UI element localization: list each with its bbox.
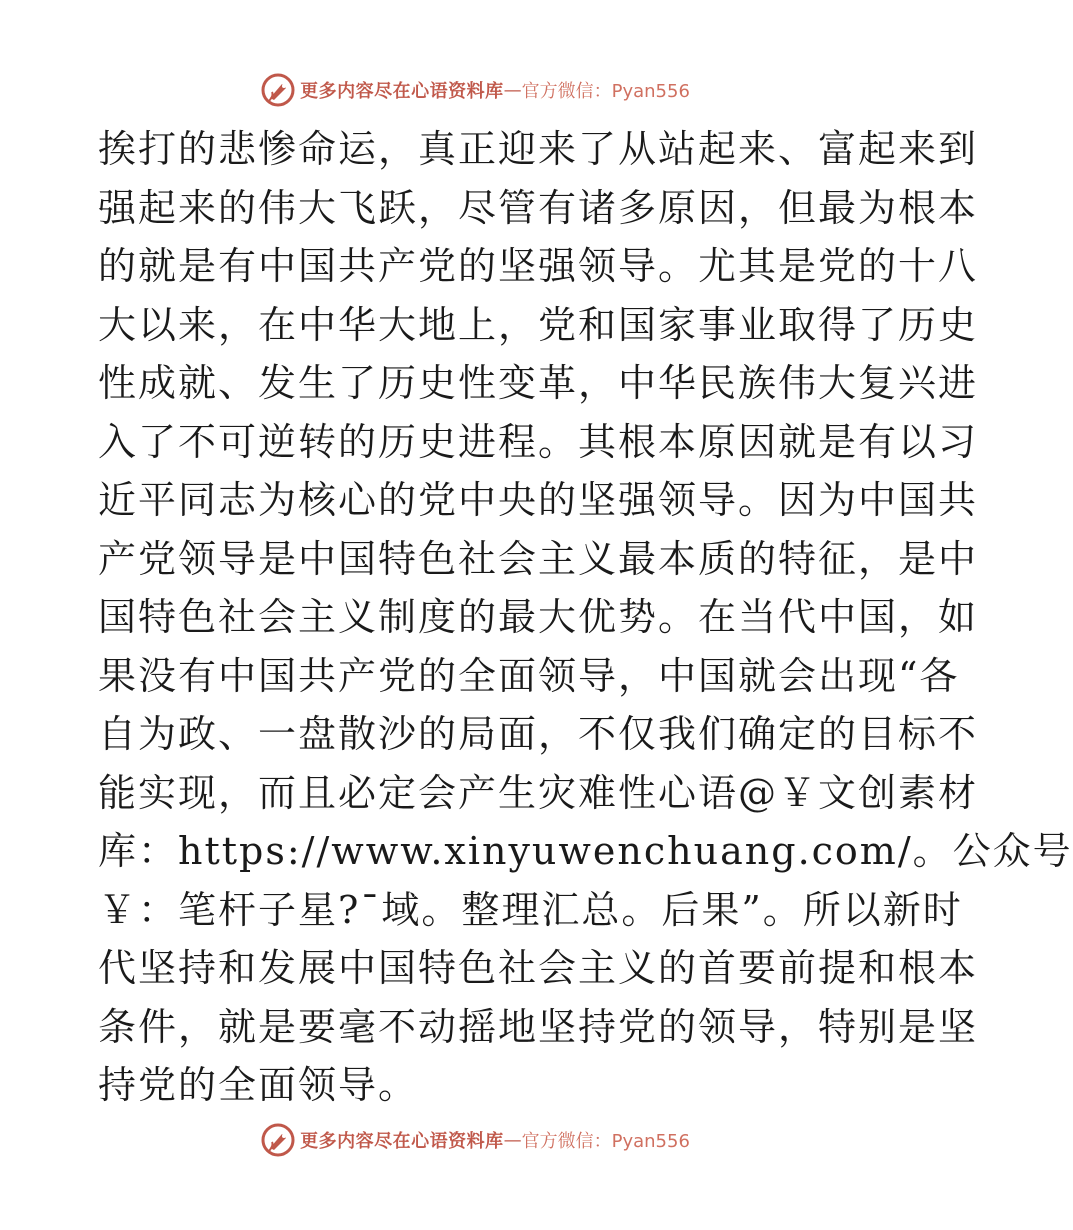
body-line: 能实现，而且必定会产生灾难性心语@￥文创素材: [98, 770, 979, 815]
header-brand-text: 更多内容尽在心语资料库: [300, 81, 504, 102]
body-line: 强起来的伟大飞跃，尽管有诸多原因，但最为根本: [98, 185, 979, 230]
footer-banner: [0, 1120, 950, 1160]
pen-nib-logo-icon: [260, 1122, 296, 1158]
body-line: ￥：笔杆子星?¯域。整理汇总。后果”。所以新时: [98, 887, 963, 932]
body-line: 代坚持和发展中国特色社会主义的首要前提和根本: [98, 946, 979, 990]
body-line: 自为政、一盘散沙的局面，不仅我们确定的目标不: [98, 712, 979, 756]
body-line: 果没有中国共产党的全面领导，中国就会出现“各: [98, 653, 960, 698]
header-banner: [0, 70, 950, 110]
body-line: 的就是有中国共产党的坚强领导。尤其是党的十八: [98, 244, 979, 288]
header-wechat-text: 官方微信：Pyan556: [521, 81, 690, 102]
body-line: 条件，就是要毫不动摇地坚持党的领导，特别是坚: [98, 1004, 979, 1049]
body-line: 挨打的悲惨命运，真正迎来了从站起来、富起来到: [98, 127, 979, 171]
body-line: 持党的全面领导。: [98, 1063, 419, 1107]
footer-separator: —: [503, 1129, 522, 1151]
pen-nib-logo-icon: [260, 72, 296, 108]
body-line: 性成就、发生了历史性变革，中华民族伟大复兴进: [98, 361, 979, 405]
footer-wechat-text: 官方微信：Pyan556: [521, 1131, 690, 1152]
body-line: 大以来，在中华大地上，党和国家事业取得了历史: [98, 302, 979, 347]
document-body: [98, 120, 1073, 1115]
body-line: 入了不可逆转的历史进程。其根本原因就是有以习: [98, 419, 979, 464]
footer-brand-text: 更多内容尽在心语资料库: [300, 1131, 504, 1152]
body-line: 近平同志为核心的党中央的坚强领导。因为中国共: [98, 478, 979, 522]
body-line-url: 库：https://www.xinyuwenchuang.com/。公众号: [98, 829, 1073, 873]
body-line: 国特色社会主义制度的最大优势。在当代中国，如: [98, 595, 979, 639]
body-line: 产党领导是中国特色社会主义最本质的特征，是中: [98, 536, 979, 581]
header-separator: —: [503, 79, 522, 101]
